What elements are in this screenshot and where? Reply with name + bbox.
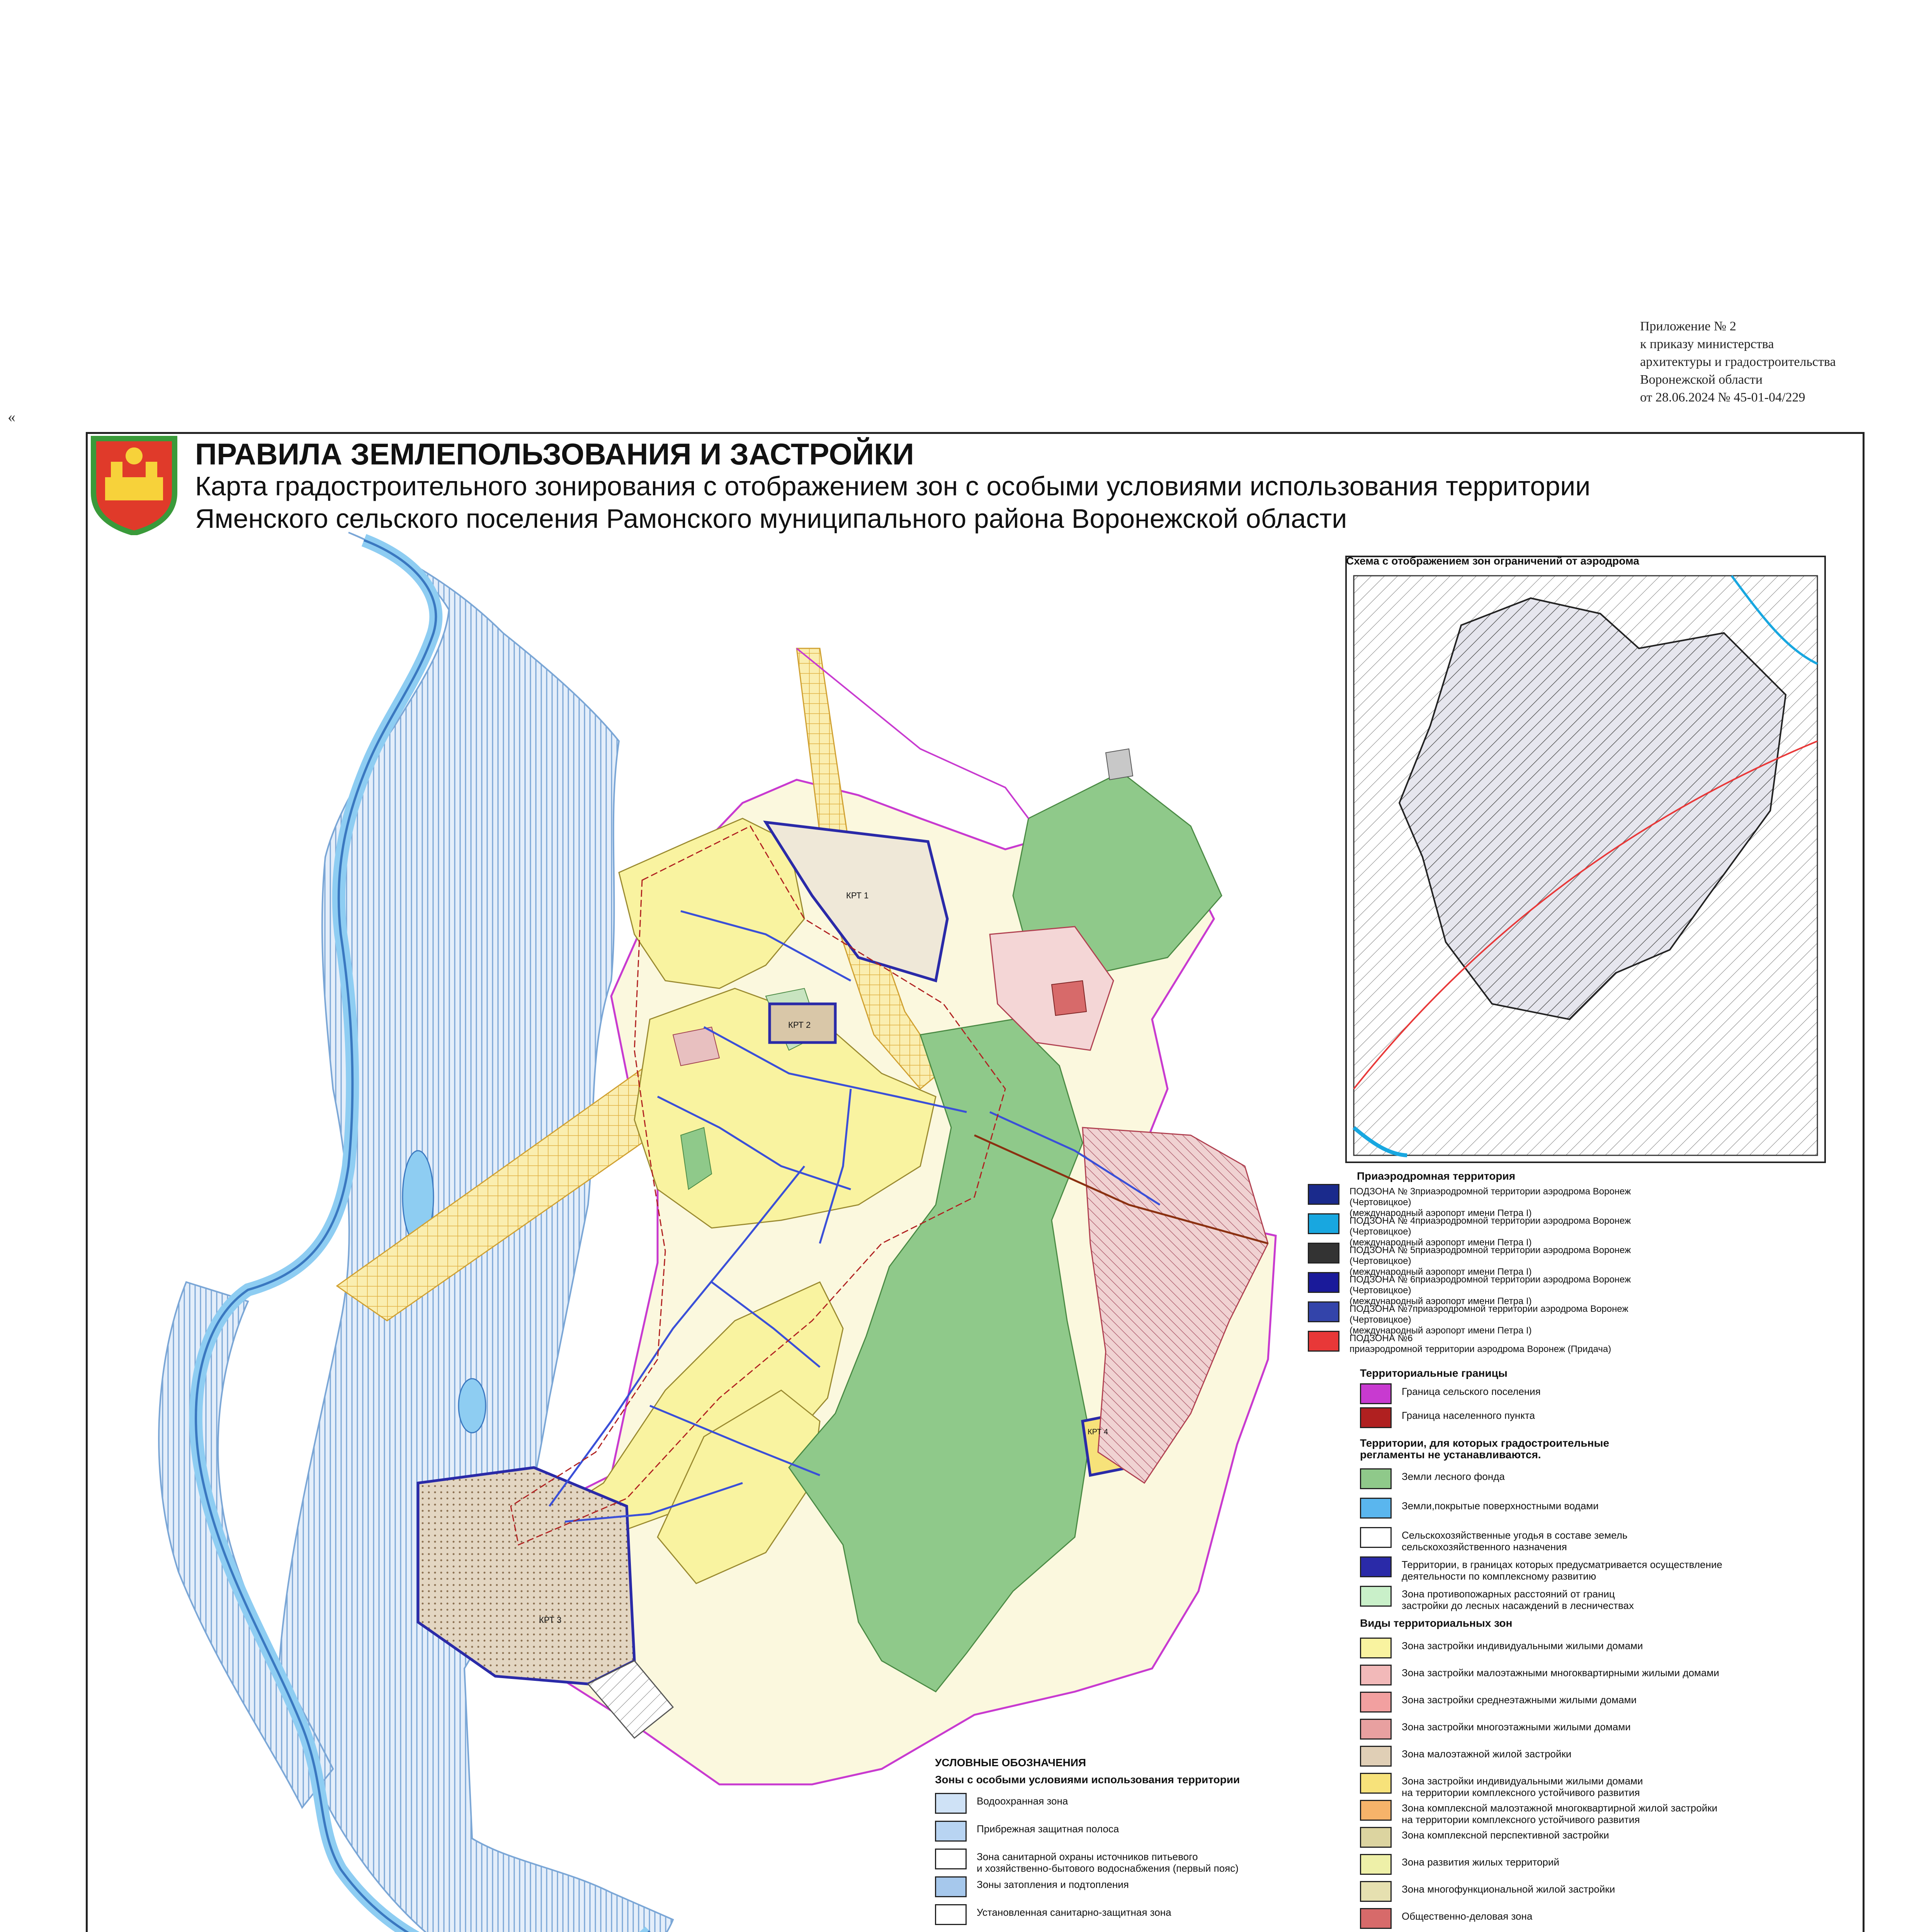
zone-legend-label: Зона многофункциональной жилой застройки: [1402, 1883, 1615, 1895]
krt-3-label: КРТ 3: [539, 1615, 562, 1625]
airfield-legend-label: ПОДЗОНА № 4приаэродромной территории аэродрома Воронеж (Чертовицкое) (международный аэропорт имени Петра I): [1350, 1216, 1631, 1248]
no-regs-legend-title: Территории, для которых градостроительные регламенты не устанавливаются.: [1360, 1437, 1610, 1461]
zone-legend-swatch: [1360, 1773, 1392, 1794]
no-regs-legend-label: Земли,покрытые поверхностными водами: [1402, 1500, 1599, 1512]
krt-4-label: КРТ 4: [1088, 1428, 1108, 1436]
krt-1-label: КРТ 1: [846, 891, 869, 900]
border-legend-swatch: [1360, 1383, 1392, 1404]
industrial-zone: [1106, 749, 1133, 780]
borders-legend-title: Территориальные границы: [1360, 1367, 1508, 1379]
zone-legend-label: Зона застройки индивидуальными жилыми домами: [1402, 1640, 1643, 1651]
no-regs-legend-label: Сельскохозяйственные угодья в составе земель сельскохозяйственного назначения: [1402, 1529, 1628, 1553]
no-regs-legend-swatch: [1360, 1498, 1392, 1519]
airfield-legend-swatch: [1308, 1184, 1339, 1205]
zone-legend-swatch: [1360, 1881, 1392, 1902]
zone-legend-label: Зона развития жилых территорий: [1402, 1856, 1559, 1868]
zone-legend-label: Общественно-деловая зона: [1402, 1910, 1533, 1922]
airfield-legend-label: ПОДЗОНА № 6приаэродромной территории аэродрома Воронеж (Чертовицкое) (международный аэропорт имени Петра I): [1350, 1274, 1631, 1306]
coat-of-arms-logo: [90, 435, 178, 535]
zone-legend-label: Зона комплексной перспективной застройки: [1402, 1829, 1609, 1841]
no-regs-legend: [1360, 1468, 1746, 1634]
condition-legend-label: Зоны затопления и подтопления: [977, 1879, 1129, 1890]
border-legend-label: Граница сельского поселения: [1402, 1386, 1541, 1397]
open-quote: «: [8, 408, 15, 425]
airfield-legend-swatch: [1308, 1243, 1339, 1264]
appendix-line-2: к приказу министерства: [1640, 337, 1774, 351]
airfield-legend-label: ПОДЗОНА №7приаэродромной территории аэродрома Воронеж (Чертовицкое) (международный аэропорт имени Петра I): [1350, 1304, 1628, 1336]
condition-legend-swatch: [935, 1821, 967, 1842]
no-regs-legend-swatch: [1360, 1527, 1392, 1548]
conditions-legend: [935, 1793, 1321, 1932]
zone-legend-swatch: [1360, 1692, 1392, 1713]
condition-legend-swatch: [935, 1849, 967, 1869]
page-subtitle-2: Яменского сельского поселения Рамонского муниципального района Воронежской области: [195, 503, 1347, 534]
page-title: ПРАВИЛА ЗЕМЛЕПОЛЬЗОВАНИЯ И ЗАСТРОЙКИ: [195, 437, 914, 471]
condition-legend-label: Водоохранная зона: [977, 1795, 1068, 1807]
conditions-heading: УСЛОВНЫЕ ОБОЗНАЧЕНИЯ: [935, 1757, 1086, 1769]
page-subtitle-1: Карта градостроительного зонирования с отображением зон с особыми условиями использования территории: [195, 471, 1591, 501]
airfield-legend: [1308, 1184, 1771, 1377]
zones-legend: [1360, 1638, 1746, 1932]
condition-legend-swatch: [935, 1793, 967, 1814]
zone-legend-swatch: [1360, 1746, 1392, 1767]
condition-legend-label: Установленная санитарно-защитная зона: [977, 1906, 1171, 1918]
zone-legend-swatch: [1360, 1719, 1392, 1740]
no-regs-legend-swatch: [1360, 1556, 1392, 1577]
no-regs-legend-label: Зона противопожарных расстояний от границ застройки до лесных насаждений в лесничествах: [1402, 1588, 1634, 1611]
borders-legend: [1360, 1383, 1746, 1434]
zone-legend-swatch: [1360, 1827, 1392, 1848]
zone-legend-label: Зона комплексной малоэтажной многоквартирной жилой застройки на территории комплексного устойчивого развития: [1402, 1802, 1718, 1825]
appendix-line-3: архитектуры и градостроительства: [1640, 355, 1836, 369]
zone-legend-swatch: [1360, 1638, 1392, 1658]
no-regs-legend-label: Земли лесного фонда: [1402, 1471, 1505, 1482]
krt-2-label: КРТ 2: [788, 1020, 811, 1030]
appendix-line-1: Приложение № 2: [1640, 319, 1736, 333]
airfield-legend-title: Приаэродромная территория: [1357, 1170, 1516, 1182]
airfield-legend-swatch: [1308, 1301, 1339, 1322]
airfield-legend-swatch: [1308, 1213, 1339, 1234]
condition-legend-swatch: [935, 1904, 967, 1925]
condition-legend-swatch: [935, 1876, 967, 1897]
conditions-title: Зоны с особыми условиями использования территории: [935, 1774, 1240, 1786]
appendix-line-5: от 28.06.2024 № 45-01-04/229: [1640, 390, 1805, 405]
public-business-block: [1052, 981, 1086, 1015]
zone-legend-label: Зона застройки многоэтажными жилыми домами: [1402, 1721, 1631, 1733]
border-legend-label: Граница населенного пункта: [1402, 1410, 1535, 1421]
no-regs-legend-swatch: [1360, 1586, 1392, 1607]
zone-legend-label: Зона застройки индивидуальными жилыми домами на территории комплексного устойчивого развития: [1402, 1775, 1643, 1798]
no-regs-legend-label: Территории, в границах которых предусматривается осуществление деятельности по комплексному развитию: [1402, 1559, 1722, 1582]
appendix-note: [1640, 318, 1911, 406]
border-legend-swatch: [1360, 1407, 1392, 1428]
inset-title: Схема с отображением зон ограничений от аэродрома: [1346, 555, 1639, 567]
zone-legend-swatch: [1360, 1908, 1392, 1929]
lake: [459, 1379, 486, 1433]
zone-legend-swatch: [1360, 1800, 1392, 1821]
zone-legend-label: Зона малоэтажной жилой застройки: [1402, 1748, 1572, 1760]
zone-legend-label: Зона застройки среднеэтажными жилыми домами: [1402, 1694, 1637, 1706]
appendix-line-4: Воронежской области: [1640, 372, 1763, 387]
zone-legend-label: Зона застройки малоэтажными многоквартирными жилыми домами: [1402, 1667, 1719, 1679]
condition-legend-label: Зона санитарной охраны источников питьевого и хозяйственно-бытового водоснабжения (первый пояс): [977, 1851, 1239, 1874]
airfield-legend-label: ПОДЗОНА №6 приаэродромной территории аэродрома Воронеж (Придача): [1350, 1333, 1611, 1354]
airfield-legend-swatch: [1308, 1272, 1339, 1293]
airfield-legend-swatch: [1308, 1331, 1339, 1352]
zone-legend-swatch: [1360, 1854, 1392, 1875]
airfield-legend-label: ПОДЗОНА № 5приаэродромной территории аэродрома Воронеж (Чертовицкое) (международный аэропорт имени Петра I): [1350, 1245, 1631, 1277]
zone-legend-swatch: [1360, 1665, 1392, 1685]
airfield-legend-label: ПОДЗОНА № 3приаэродромной территории аэродрома Воронеж (Чертовицкое) (международный аэропорт имени Петра I): [1350, 1186, 1631, 1218]
no-regs-legend-swatch: [1360, 1468, 1392, 1489]
condition-legend-label: Прибрежная защитная полоса: [977, 1823, 1119, 1835]
zones-legend-title: Виды территориальных зон: [1360, 1617, 1513, 1629]
